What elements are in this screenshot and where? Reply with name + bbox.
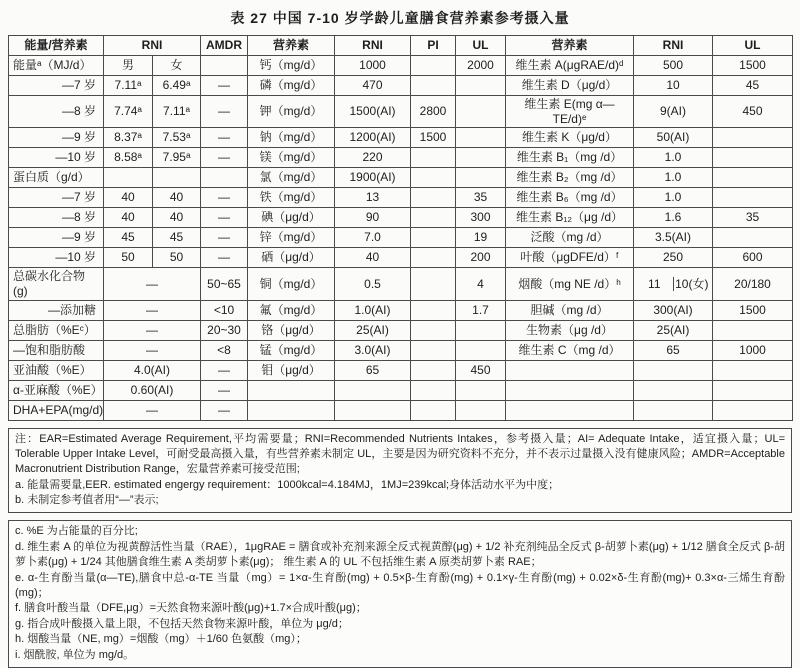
table-cell: 7.95ᵃ — [153, 148, 201, 168]
note-i: i. 烟酰胺, 单位为 mg/d。 — [15, 648, 135, 661]
table-row — [9, 76, 793, 96]
table-cell: 1.7 — [456, 300, 506, 320]
table-cell — [506, 400, 634, 420]
table-cell: — — [201, 400, 248, 420]
table-cell: — — [104, 400, 201, 420]
table-cell — [411, 360, 456, 380]
table-cell — [335, 400, 411, 420]
table-cell: —8 岁 — [9, 96, 104, 128]
table-cell — [456, 400, 506, 420]
table-cell — [411, 208, 456, 228]
table-row — [9, 300, 793, 320]
table-cell — [506, 360, 634, 380]
table-cell: 13 — [335, 188, 411, 208]
table-cell: 1.0 — [634, 168, 713, 188]
table-cell: 40 — [153, 208, 201, 228]
table-cell: —饱和脂肪酸 — [9, 340, 104, 360]
table-cell: UL — [456, 36, 506, 56]
note-a: a. 能量需要量,EER. estimated engergy requirement：1000kcal=4.184MJ，1MJ=239kcal;身体活动水平为中度； — [15, 478, 560, 491]
table-cell: <8 — [201, 340, 248, 360]
table-cell: 1000 — [335, 56, 411, 76]
table-cell: 维生素 A(μgRAE/d)ᵈ — [506, 56, 634, 76]
table-cell — [456, 148, 506, 168]
table-cell: 0.5 — [335, 268, 411, 300]
table-cell: 1500(AI) — [335, 96, 411, 128]
split-cell: 10(女) — [675, 276, 709, 291]
table-cell: 7.11ᵃ — [153, 96, 201, 128]
table-cell: — — [201, 76, 248, 96]
table-cell: 1900(AI) — [335, 168, 411, 188]
table-cell: 7.53ᵃ — [153, 128, 201, 148]
table-cell: 2800 — [411, 96, 456, 128]
table-cell: —7 岁 — [9, 76, 104, 96]
table-cell: 50 — [104, 248, 153, 268]
table-cell: — — [201, 188, 248, 208]
table-cell: — — [104, 340, 201, 360]
table-row — [9, 208, 793, 228]
table-cell — [411, 188, 456, 208]
table-cell: 220 — [335, 148, 411, 168]
table-cell — [411, 248, 456, 268]
table-cell: 1200(AI) — [335, 128, 411, 148]
table-cell: 氯（mg/d） — [248, 168, 335, 188]
table-row — [9, 188, 793, 208]
table-cell: <10 — [201, 300, 248, 320]
table-cell — [411, 380, 456, 400]
table-cell — [411, 148, 456, 168]
table-cell: UL — [713, 36, 793, 56]
table-cell: 65 — [335, 360, 411, 380]
note-f: f. 膳食叶酸当量（DFE,μg）=天然食物来源叶酸(μg)+1.7×合成叶酸(μg)； — [15, 602, 367, 615]
table-cell: 1000 — [713, 340, 793, 360]
table-cell — [411, 56, 456, 76]
table-cell — [201, 168, 248, 188]
table-cell — [506, 380, 634, 400]
table-row — [9, 96, 793, 128]
note-e: e. α-生育酚当量(α—TE),膳食中总-α-TE 当量（mg）= 1×α-生育酚(mg) + 0.5×β-生育酚(mg) + 0.1×γ-生育酚(mg) + 0.02×δ-生育酚(mg)+ 0.3×α-三烯生育酚(mg)； — [15, 571, 785, 600]
note-c: c. %E 为占能量的百分比; — [15, 525, 138, 538]
table-cell: 250 — [634, 248, 713, 268]
table-cell — [248, 380, 335, 400]
table-cell: 1.6 — [634, 208, 713, 228]
table-cell — [713, 128, 793, 148]
table-cell: — — [201, 228, 248, 248]
table-cell: 亚油酸（%E） — [9, 360, 104, 380]
notes-box-1 — [8, 428, 792, 514]
table-cell: 叶酸（μgDFE/d）ᶠ — [506, 248, 634, 268]
table-cell: —10 岁 — [9, 148, 104, 168]
table-row — [9, 340, 793, 360]
table-cell: 能量/营养素 — [9, 36, 104, 56]
table-cell: —10 岁 — [9, 248, 104, 268]
table-row — [9, 56, 793, 76]
table-cell: 磷（mg/d） — [248, 76, 335, 96]
table-cell: 总脂肪（%Eᶜ） — [9, 320, 104, 340]
table-cell — [456, 320, 506, 340]
table-cell: 烟酸（mg NE /d）ʰ — [506, 268, 634, 300]
table-cell — [634, 268, 713, 300]
table-cell — [456, 96, 506, 128]
table-cell: 450 — [713, 96, 793, 128]
table-cell: 90 — [335, 208, 411, 228]
table-cell: 铁（mg/d） — [248, 188, 335, 208]
table-cell: 4.0(AI) — [104, 360, 201, 380]
table-cell — [634, 400, 713, 420]
table-cell: 氟（mg/d） — [248, 300, 335, 320]
table-row — [9, 128, 793, 148]
table-row — [9, 380, 793, 400]
table-cell: 1.0 — [634, 188, 713, 208]
table-cell — [335, 380, 411, 400]
table-cell: — — [104, 320, 201, 340]
table-cell: 20~30 — [201, 320, 248, 340]
table-cell — [713, 168, 793, 188]
table-row — [9, 248, 793, 268]
table-cell — [248, 400, 335, 420]
table-cell: 3.0(AI) — [335, 340, 411, 360]
table-cell: 钾（mg/d） — [248, 96, 335, 128]
table-cell — [411, 228, 456, 248]
table-cell — [411, 340, 456, 360]
table-cell: PI — [411, 36, 456, 56]
table-cell: 600 — [713, 248, 793, 268]
table-cell: 硒（μg/d） — [248, 248, 335, 268]
table-row — [9, 268, 793, 300]
table-cell: 女 — [153, 56, 201, 76]
table-cell — [201, 56, 248, 76]
table-cell — [713, 228, 793, 248]
table-cell — [153, 168, 201, 188]
table-cell: RNI — [634, 36, 713, 56]
table-cell — [713, 148, 793, 168]
note-legend: 注：EAR=Estimated Average Requirement,平均需要量；RNI=Recommended Nutrients Intakes，参考摄入量；AI= Adequate Intake，适宜摄入量；UL= Tolerable Upper Intake Level，可耐受最高摄入量，有些营养素未制定 UL，主要是因为研究资料不充分，并不表示过量摄入没有健康风险；AMDR=Acceptable Macronutrient Distribution Range，宏量营养素可接受范围; — [15, 432, 785, 476]
table-cell: 8.58ᵃ — [104, 148, 153, 168]
table-cell: —9 岁 — [9, 128, 104, 148]
table-cell: 维生素 B₁₂（μg /d） — [506, 208, 634, 228]
table-row — [9, 148, 793, 168]
table-cell: 镁（mg/d） — [248, 148, 335, 168]
table-cell: 300 — [456, 208, 506, 228]
table-cell: 9(AI) — [634, 96, 713, 128]
note-b: b. 未制定参考值者用“—”表示; — [15, 494, 159, 507]
table-cell: DHA+EPA(mg/d) — [9, 400, 104, 420]
page-title: 表 27 中国 7-10 岁学龄儿童膳食营养素参考摄入量 — [230, 10, 570, 26]
table-row — [9, 400, 793, 420]
table-cell: 45 — [153, 228, 201, 248]
table-cell: 40 — [335, 248, 411, 268]
table-cell: 1500 — [713, 56, 793, 76]
table-cell — [456, 168, 506, 188]
table-cell: 40 — [153, 188, 201, 208]
table-cell: 25(AI) — [335, 320, 411, 340]
table-cell: 20/180 — [713, 268, 793, 300]
table-cell: 2000 — [456, 56, 506, 76]
table-cell: 4 — [456, 268, 506, 300]
table-cell: 碘（μg/d） — [248, 208, 335, 228]
table-cell: 营养素 — [506, 36, 634, 56]
table-cell: 50 — [153, 248, 201, 268]
table-cell: 10 — [634, 76, 713, 96]
notes-box-2 — [8, 520, 792, 668]
table-cell: 钼（μg/d） — [248, 360, 335, 380]
table-row — [9, 360, 793, 380]
table-cell: 蛋白质（g/d） — [9, 168, 104, 188]
table-cell: 1500 — [411, 128, 456, 148]
table-cell — [456, 380, 506, 400]
table-cell: 钠（mg/d） — [248, 128, 335, 148]
table-cell: 维生素 K（μg/d） — [506, 128, 634, 148]
table-cell: — — [201, 128, 248, 148]
table-cell: 200 — [456, 248, 506, 268]
table-cell: 7.0 — [335, 228, 411, 248]
table-cell — [456, 340, 506, 360]
table-cell: 胆碱（mg /d） — [506, 300, 634, 320]
table-cell: 500 — [634, 56, 713, 76]
table-cell: 维生素 C（mg /d） — [506, 340, 634, 360]
table-cell: 45 — [104, 228, 153, 248]
table-cell: —添加糖 — [9, 300, 104, 320]
table-cell: 35 — [456, 188, 506, 208]
table-cell — [411, 400, 456, 420]
table-cell: 营养素 — [248, 36, 335, 56]
note-g: g. 指合成叶酸摄入量上限，不包括天然食物来源叶酸，单位为 μg/d； — [15, 617, 349, 630]
table-row — [9, 320, 793, 340]
table-body — [9, 56, 793, 421]
table-cell — [411, 300, 456, 320]
table-cell — [713, 400, 793, 420]
table-cell: —9 岁 — [9, 228, 104, 248]
table-cell: 0.60(AI) — [104, 380, 201, 400]
table-cell: 19 — [456, 228, 506, 248]
table-cell — [634, 380, 713, 400]
note-h: h. 烟酸当量（NE, mg）=烟酸（mg）＋1/60 色氨酸（mg）； — [15, 633, 307, 646]
table-cell: RNI — [104, 36, 201, 56]
table-cell: 生物素（μg /d） — [506, 320, 634, 340]
table-cell: 40 — [104, 208, 153, 228]
table-cell: — — [201, 360, 248, 380]
table-cell: 能量ᵃ（MJ/d） — [9, 56, 104, 76]
table-cell: 40 — [104, 188, 153, 208]
table-header-row — [9, 36, 793, 56]
table-cell: 7.74ᵃ — [104, 96, 153, 128]
table-cell: α-亚麻酸（%E） — [9, 380, 104, 400]
table-cell — [634, 360, 713, 380]
table-cell: 男 — [104, 56, 153, 76]
table-cell — [411, 168, 456, 188]
table-cell: AMDR — [201, 36, 248, 56]
table-cell: 维生素 E(mg α—TE/d)ᵉ — [506, 96, 634, 128]
table-cell: 35 — [713, 208, 793, 228]
table-cell: RNI — [335, 36, 411, 56]
table-cell: 470 — [335, 76, 411, 96]
table-cell: 6.49ᵃ — [153, 76, 201, 96]
table-cell: 1.0(AI) — [335, 300, 411, 320]
table-cell: 1500 — [713, 300, 793, 320]
table-cell — [713, 360, 793, 380]
table-cell — [713, 188, 793, 208]
table-cell: — — [201, 380, 248, 400]
table-cell: — — [201, 248, 248, 268]
table-cell: —7 岁 — [9, 188, 104, 208]
table-cell: 8.37ᵃ — [104, 128, 153, 148]
table-cell: 50~65 — [201, 268, 248, 300]
table-cell: 维生素 B₆（mg /d） — [506, 188, 634, 208]
table-cell: 300(AI) — [634, 300, 713, 320]
table-cell — [411, 76, 456, 96]
table-cell: 1.0 — [634, 148, 713, 168]
table-cell: 铬（μg/d） — [248, 320, 335, 340]
table-cell — [713, 320, 793, 340]
table-cell: 65 — [634, 340, 713, 360]
table-cell: 7.11ᵃ — [104, 76, 153, 96]
table-cell: —8 岁 — [9, 208, 104, 228]
table-cell: — — [201, 96, 248, 128]
table-cell: 铜（mg/d） — [248, 268, 335, 300]
table-cell: 25(AI) — [634, 320, 713, 340]
table-cell: 3.5(AI) — [634, 228, 713, 248]
table-cell: 450 — [456, 360, 506, 380]
table-cell: 泛酸（mg /d） — [506, 228, 634, 248]
table-cell: 50(AI) — [634, 128, 713, 148]
table-cell: 锰（mg/d） — [248, 340, 335, 360]
note-d: d. 维生素 A 的单位为视黄醇活性当量（RAE），1μgRAE = 膳食或补充剂来源全反式视黄醇(μg) + 1/2 补充剂纯品全反式 β-胡萝卜素(μg) + 1/12 膳食全反式 β-胡萝卜素(μg) + 1/24 其他膳食维生素 A 类胡萝卜素(μg)； 维生素 A 的 UL 不包括维生素 A 原类胡萝卜素 RAE； — [15, 540, 785, 569]
table-cell: 钙（mg/d） — [248, 56, 335, 76]
table-row — [9, 168, 793, 188]
table-row — [9, 228, 793, 248]
table-cell: 锌（mg/d） — [248, 228, 335, 248]
table-cell — [456, 128, 506, 148]
table-cell — [411, 268, 456, 300]
table-cell — [713, 380, 793, 400]
table-cell: — — [201, 148, 248, 168]
split-cell-group — [636, 269, 710, 298]
table-cell: — — [201, 208, 248, 228]
table-cell — [104, 168, 153, 188]
split-cell: 11 — [636, 277, 674, 292]
table-cell: — — [104, 268, 201, 300]
table-cell: 总碳水化合物 (g) — [9, 268, 104, 300]
table-cell: — — [104, 300, 201, 320]
table-cell: 45 — [713, 76, 793, 96]
table-cell: 维生素 B₂（mg /d） — [506, 168, 634, 188]
table-header — [9, 36, 793, 56]
table-cell: 维生素 B₁（mg /d） — [506, 148, 634, 168]
table-cell: 维生素 D（μg/d） — [506, 76, 634, 96]
table-cell — [456, 76, 506, 96]
dri-table — [8, 35, 793, 421]
table-cell — [411, 320, 456, 340]
